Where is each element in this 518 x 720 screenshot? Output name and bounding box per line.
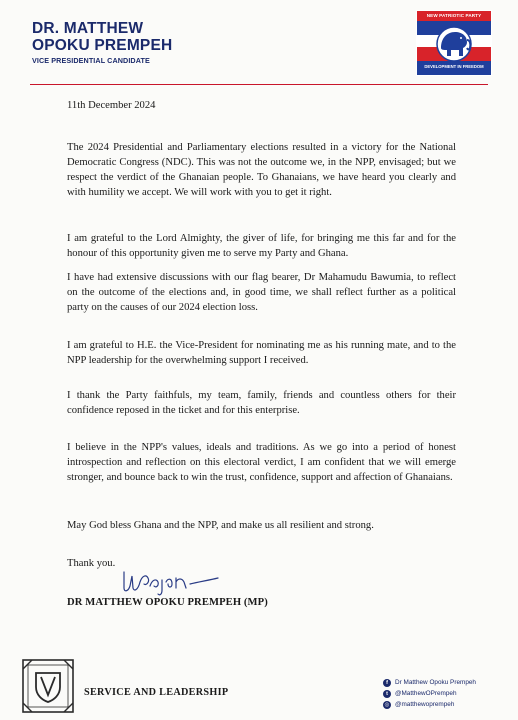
- instagram-icon: ◎: [384, 701, 390, 708]
- social-twitter[interactable]: [383, 688, 476, 699]
- letterhead-name-line1: DR. MATTHEW: [32, 20, 144, 37]
- letterhead-divider: [30, 84, 488, 85]
- social-instagram[interactable]: [383, 699, 476, 710]
- signatory-name: DR MATTHEW OPOKU PREMPEH (MP): [67, 597, 268, 608]
- paragraph-7: May God bless Ghana and the NPP, and make us all resilient and strong.: [67, 520, 374, 531]
- letterhead-name: [32, 20, 172, 54]
- logo-bottom-text: DEVELOPMENT IN FREEDOM: [424, 64, 484, 69]
- letterhead-role: VICE PRESIDENTIAL CANDIDATE: [32, 56, 150, 65]
- twitter-icon: t: [383, 690, 391, 698]
- paragraph-4: I am grateful to H.E. the Vice-President for nominating me as his running mate, and to the NPP leadership for the overwhelming support I received.: [67, 340, 456, 366]
- twitter-handle: @MatthewOPrempeh: [395, 690, 457, 697]
- shield-emblem-icon: [22, 659, 74, 713]
- logo-top-text: NEW PATRIOTIC PARTY: [426, 13, 482, 18]
- paragraph-1: The 2024 Presidential and Parliamentary elections resulted in a victory for the National Democratic Congress (NDC). This was not the outcome we, in the NPP, envisaged; but we respect the verdict of the Ghanaian people. To Ghanaians, we have heard you clearly and with humility we accept. We will work with you to get it right.: [67, 142, 456, 198]
- facebook-icon: f: [383, 679, 391, 687]
- paragraph-8: Thank you.: [67, 558, 116, 569]
- paragraph-6: I believe in the NPP's values, ideals and traditions. As we go into a period of honest introspection and reflection on this electoral verdict, I am confident that we will emerge stronger, and bounce back to win the trust, confidence, support and affection of Ghanaians.: [67, 442, 456, 483]
- letterhead-name-line2: OPOKU PREMPEH: [32, 37, 173, 54]
- social-facebook[interactable]: [383, 677, 476, 688]
- paragraph-2: I am grateful to the Lord Almighty, the giver of life, for bringing me this far and for the honour of this opportunity given me to serve my Party and Ghana.: [67, 233, 456, 259]
- letter-date: 11th December 2024: [67, 100, 156, 111]
- facebook-handle: Dr Matthew Opoku Prempeh: [395, 679, 476, 686]
- paragraph-5: I thank the Party faithfuls, my team, family, friends and countless others for their confidence reposed in the ticket and for this enterprise.: [67, 390, 456, 416]
- handwritten-signature: [118, 568, 222, 598]
- footer-slogan: SERVICE AND LEADERSHIP: [84, 687, 229, 698]
- social-links: [383, 677, 476, 710]
- instagram-handle: @matthewoprempeh: [395, 701, 455, 708]
- paragraph-3: I have had extensive discussions with our flag bearer, Dr Mahamudu Bawumia, to reflect on the outcome of the elections and, in good time, we shall reflect further as a political party on the causes of our 2024 election loss.: [67, 272, 456, 313]
